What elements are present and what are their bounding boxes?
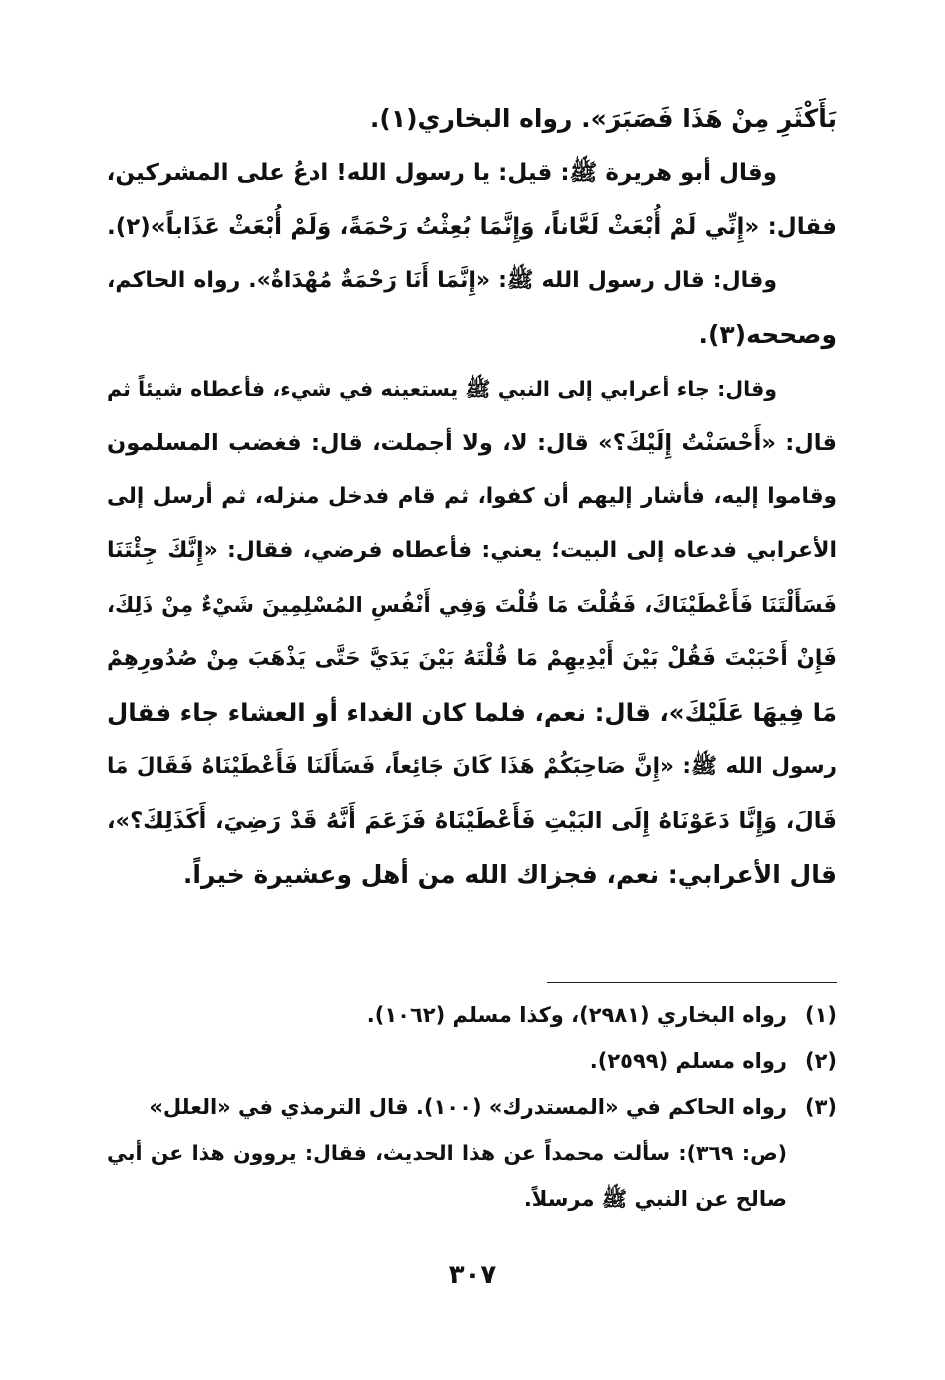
main-text: [107, 92, 837, 902]
footnote-1: [107, 992, 837, 1038]
footnote-number: (٢): [804, 1049, 837, 1073]
footnote-2: [107, 1038, 837, 1084]
text-line: وقال أبو هريرة ﷺ: قيل: يا رسول الله! ادعُ على المشركين،: [106, 160, 777, 186]
text-line: فَإِنْ أَحْبَبْتَ فَقُلْ بَيْنَ أَيْدِيهِمْ مَا قُلْتَهُ بَيْنَ يَدَيَّ حَتَّى يَذْهَبَ مِنْ صُدُورِهِمْ: [107, 646, 837, 671]
text-line: الأعرابي فدعاه إلى البيت؛ يعني: فأعطاه فرضي، فقال: «إِنَّكَ جِئْتَنَا: [107, 538, 837, 563]
text-line: فَسَأَلْتَنَا فَأَعْطَيْنَاكَ، فَقُلْتَ مَا قُلْتَ وَفِي أَنْفُسِ المُسْلِمِينَ شَيْءٌ مِنْ ذَلِكَ،: [107, 593, 837, 617]
footnote-text: رواه البخاري (٢٩٨١)، وكذا مسلم (١٠٦٢).: [366, 1003, 787, 1027]
text-line: رسول الله ﷺ: «إِنَّ صَاحِبَكُمْ هَذَا كَانَ جَائِعاً، فَسَأَلَنَا فَأَعْطَيْنَاهُ فَقَالَ مَا: [107, 754, 837, 779]
text-line: قال: «أَحْسَنْتُ إِلَيْكَ؟» قال: لا، ولا أجملت، قال: فغضب المسلمون: [107, 430, 837, 456]
text-line: مَا فِيهَا عَلَيْكَ»، قال: نعم، فلما كان الغداء أو العشاء جاء فقال: [107, 698, 837, 727]
footnote-divider: [547, 982, 837, 983]
text-line: وصححه(٣).: [698, 320, 837, 349]
footnote-3-continued: (ص: ٣٦٩): سألت محمداً عن هذا الحديث، فقال: يروون هذا عن أبي: [107, 1141, 788, 1165]
text-line: فقال: «إِنِّي لَمْ أُبْعَثْ لَعَّاناً، وَإِنَّمَا بُعِثْتُ رَحْمَةً، وَلَمْ أُبْعَثْ عَذَاباً»(٢).: [107, 214, 837, 240]
footnote-3: [107, 1084, 837, 1130]
footnote-text: رواه مسلم (٢٥٩٩).: [589, 1049, 787, 1073]
text-line: قَالَ، وَإِنَّا دَعَوْنَاهُ إِلَى البَيْتِ فَأَعْطَيْنَاهُ فَزَعَمَ أَنَّهُ قَدْ رَضِيَ، أَكَذَلِكَ؟»،: [107, 808, 837, 834]
text-line: قال الأعرابي: نعم، فجزاك الله من أهل وعشيرة خيراً.: [182, 860, 837, 889]
footnote-number: (٣): [804, 1095, 837, 1119]
text-line: وقاموا إليه، فأشار إليهم أن كفوا، ثم قام فدخل منزله، ثم أرسل إلى: [107, 484, 837, 509]
footnote-text: رواه الحاكم في «المستدرك» (١٠٠). قال الترمذي في «العلل»: [149, 1095, 787, 1119]
text-line: وقال: قال رسول الله ﷺ: «إِنَّمَا أَنَا رَحْمَةٌ مُهْدَاةٌ». رواه الحاكم،: [107, 268, 777, 293]
footnote-3-continued: صالح عن النبي ﷺ مرسلاً.: [523, 1187, 787, 1211]
footnotes: [107, 992, 837, 1222]
footnote-number: (١): [804, 1003, 837, 1027]
text-line: بَأَكْثَرِ مِنْ هَذَا فَصَبَرَ». رواه البخاري(١).: [369, 104, 837, 133]
page-number: ٣٠٧: [448, 1260, 497, 1290]
text-line: وقال: جاء أعرابي إلى النبي ﷺ يستعينه في شيء، فأعطاه شيئاً ثم: [107, 377, 777, 401]
